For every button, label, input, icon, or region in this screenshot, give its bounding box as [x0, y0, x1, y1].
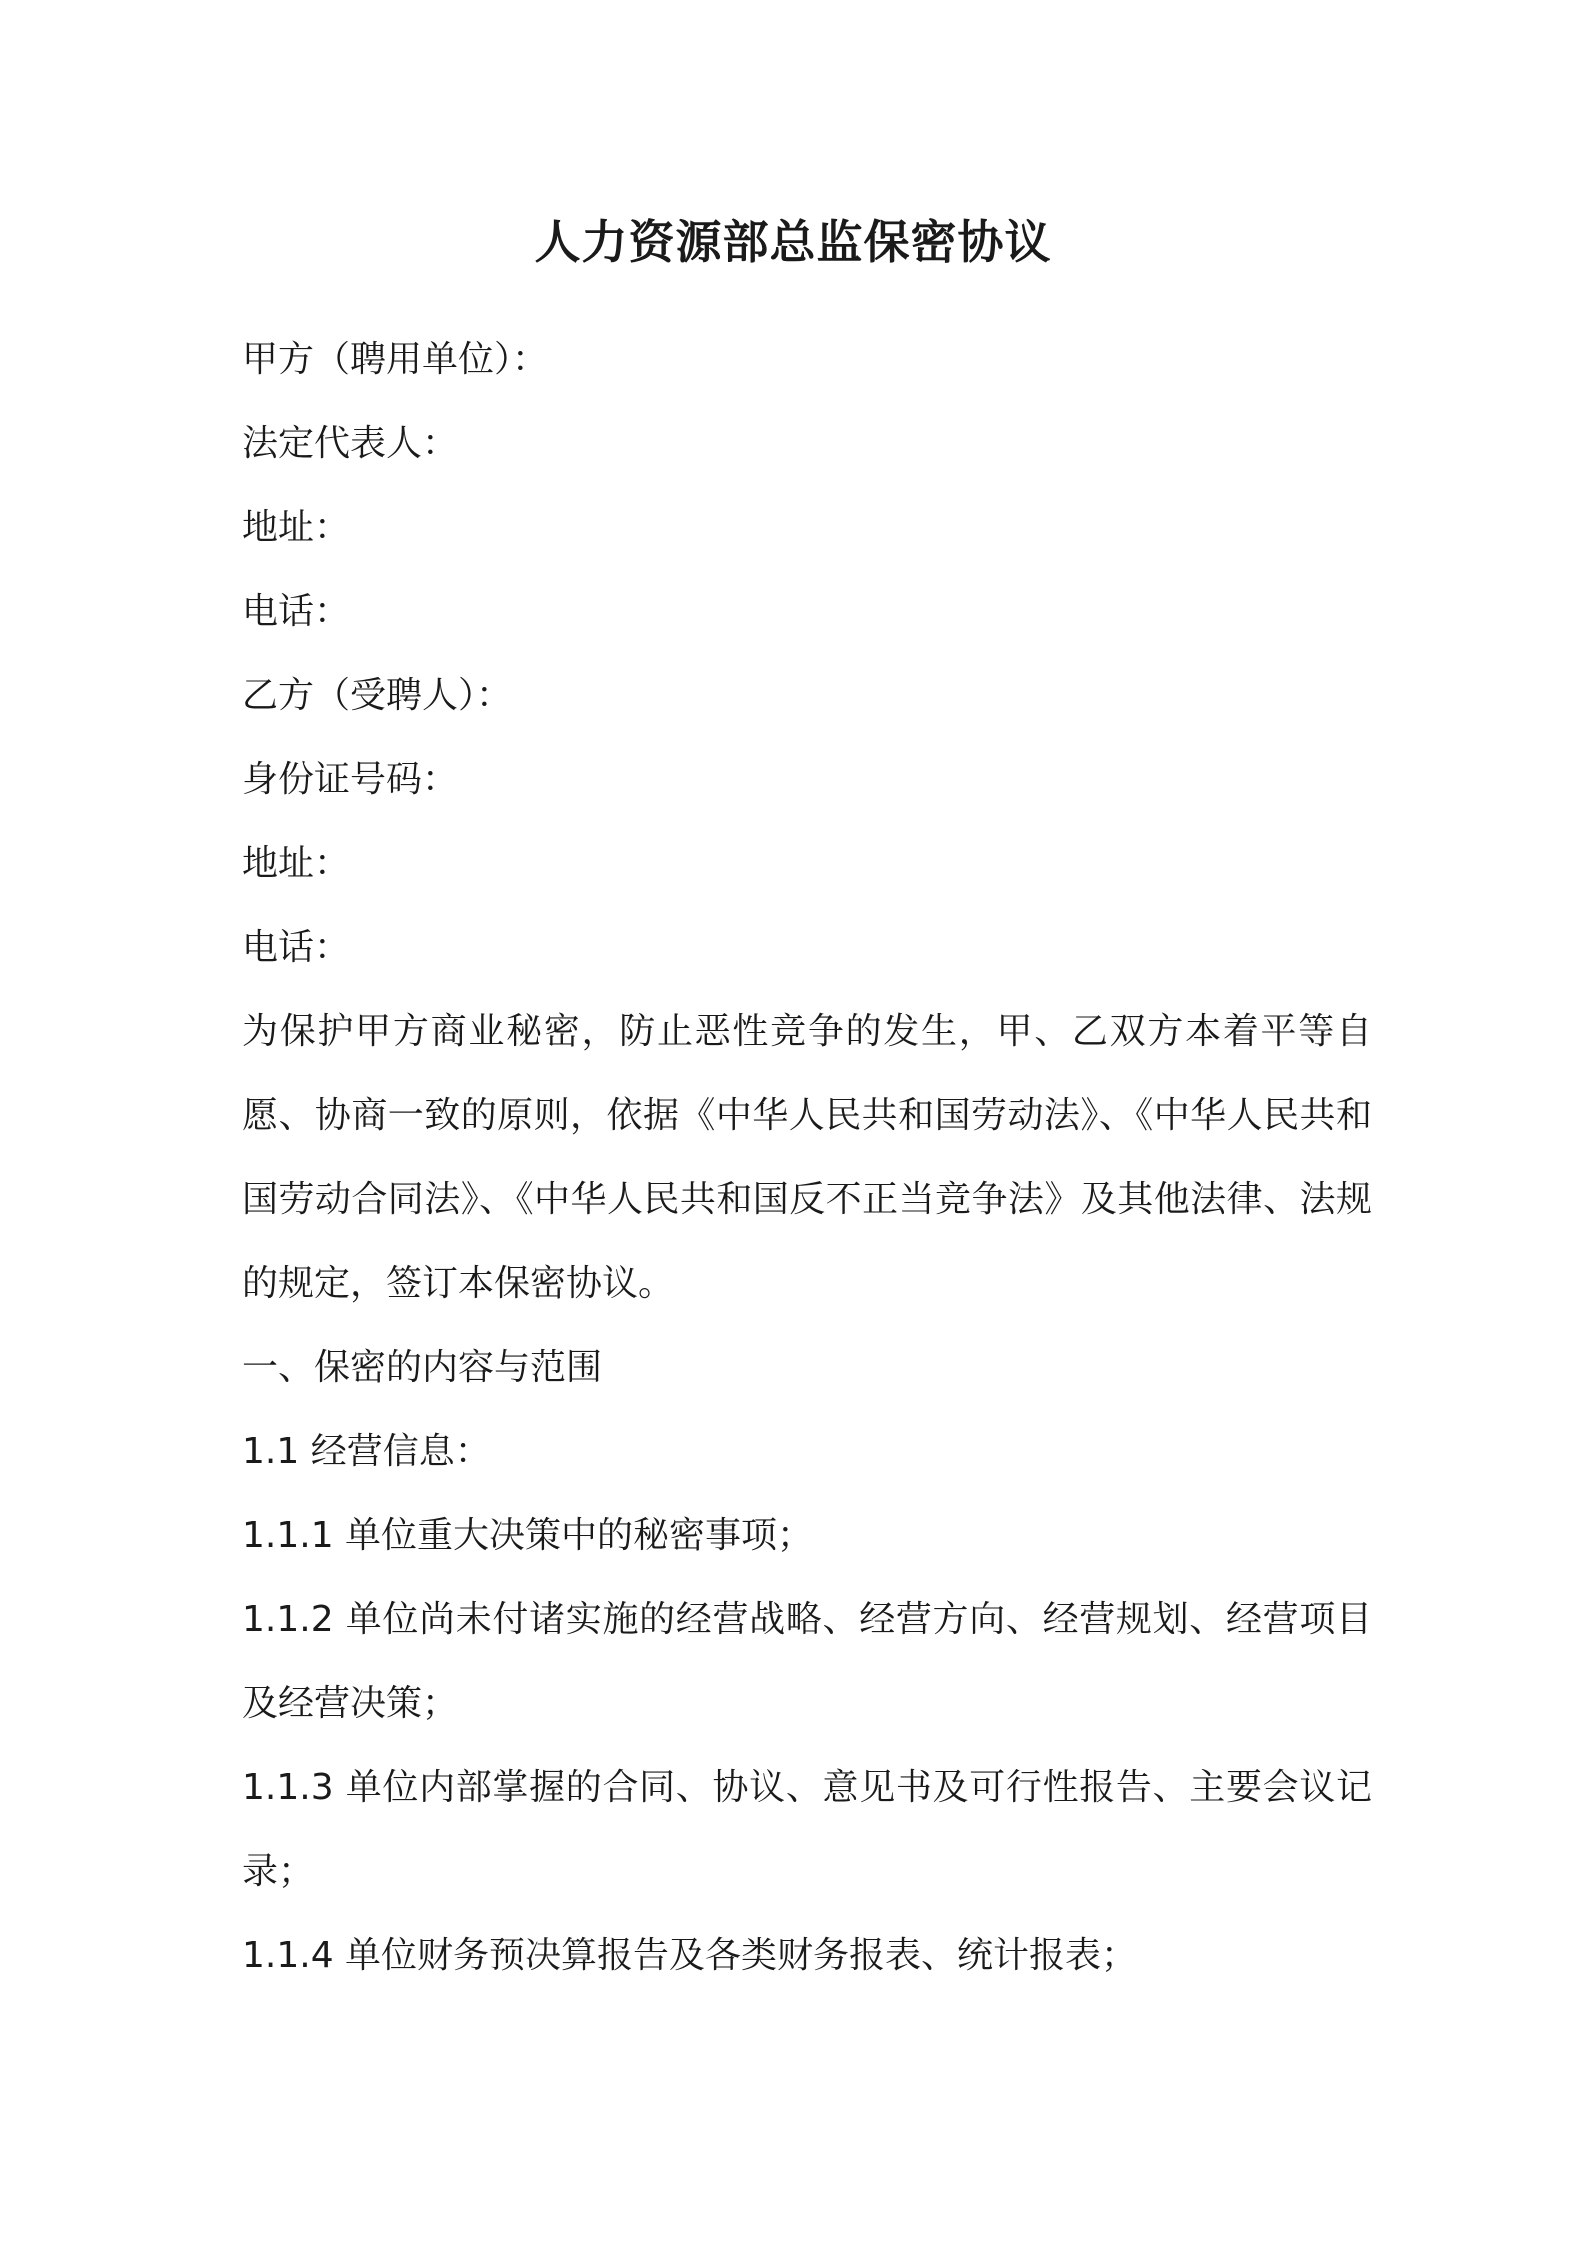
party-a-legal-rep-field: 法定代表人： [242, 423, 459, 464]
document-title: 人力资源部总监保密协议 [534, 215, 1052, 269]
party-b-phone-field: 电话： [242, 927, 351, 968]
clause-1-1-4: 1.1.4 单位财务预决算报告及各类财务报表、统计报表； [242, 1935, 1138, 1976]
section-1-1-heading: 1.1 经营信息： [242, 1431, 491, 1472]
clause-1-1-3: 1.1.3 单位内部掌握的合同、协议、意见书及可行性报告、主要会议记录； [242, 1767, 1372, 1892]
section-1-heading: 一、保密的内容与范围 [242, 1347, 603, 1388]
party-a-address-field: 地址： [242, 507, 351, 548]
clause-1-1-1: 1.1.1 单位重大决策中的秘密事项； [242, 1515, 814, 1556]
party-a-name-field: 甲方（聘用单位）： [242, 339, 549, 380]
party-a-phone-field: 电话： [242, 591, 351, 632]
preamble-paragraph: 为保护甲方商业秘密，防止恶性竞争的发生，甲、乙双方本着平等自愿、协商一致的原则，依据《中华人民共和国劳动法》、《中华人民共和国劳动合同法》、《中华人民共和国反不正当竞争法》及其他法律、法规的规定，签订本保密协议。 [242, 1011, 1372, 1304]
party-b-id-field: 身份证号码： [242, 759, 459, 800]
clause-1-1-2: 1.1.2 单位尚未付诸实施的经营战略、经营方向、经营规划、经营项目及经营决策； [242, 1599, 1372, 1724]
document-body [242, 318, 1372, 1998]
party-b-name-field: 乙方（受聘人）： [242, 675, 513, 716]
party-b-address-field: 地址： [242, 843, 351, 884]
